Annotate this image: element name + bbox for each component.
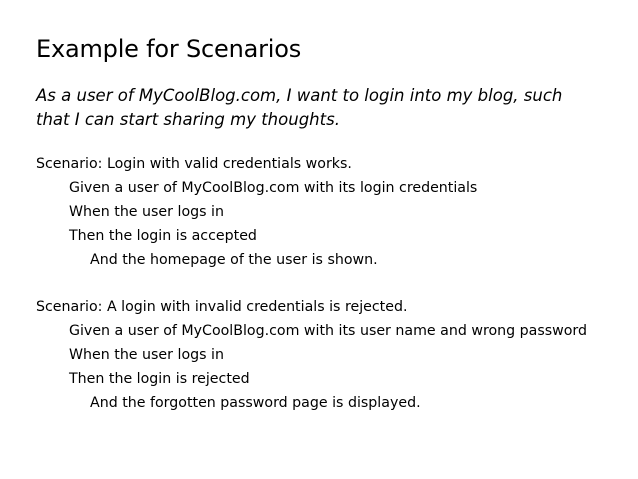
scenario-then-step: Then the login is accepted: [69, 228, 257, 244]
scenario-then-step: Then the login is rejected: [69, 371, 250, 387]
user-story-line-1: As a user of MyCoolBlog.com, I want to login into my blog, such: [36, 86, 563, 105]
scenario-when-step: When the user logs in: [69, 347, 224, 363]
scenario-valid-login: [36, 152, 626, 272]
slide-title: Example for Scenarios: [36, 35, 302, 63]
scenario-and-step: And the homepage of the user is shown.: [90, 252, 378, 268]
scenario-heading: Scenario: Login with valid credentials works.: [36, 156, 352, 172]
scenario-invalid-login: [36, 295, 626, 415]
scenario-given-step: Given a user of MyCoolBlog.com with its user name and wrong password: [69, 323, 588, 339]
scenario-and-step: And the forgotten password page is displayed.: [90, 395, 421, 411]
user-story-line-2: that I can start sharing my thoughts.: [36, 110, 340, 129]
scenario-given-step: Given a user of MyCoolBlog.com with its login credentials: [69, 180, 478, 196]
scenario-when-step: When the user logs in: [69, 204, 224, 220]
user-story: [36, 84, 616, 132]
scenario-heading: Scenario: A login with invalid credentials is rejected.: [36, 299, 408, 315]
